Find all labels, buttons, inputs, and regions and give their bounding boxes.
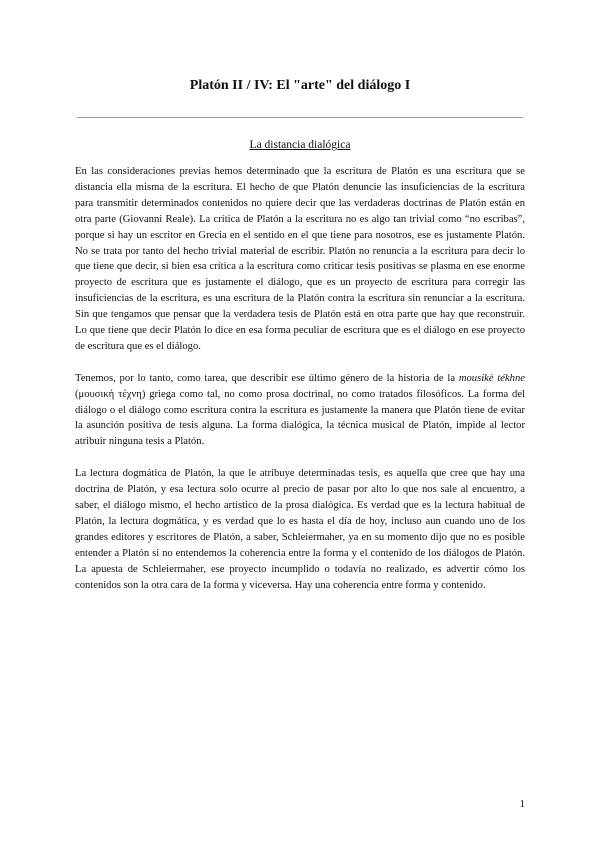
paragraph-2-italic-term: mousikè tékhne — [458, 372, 525, 384]
paragraph-2 — [75, 371, 525, 451]
paragraph-1: En las consideraciones previas hemos determinado que la escritura de Platón es una escritura que se distancia ella misma de la escritura. El hecho de que Platón denuncie las insuficiencias de la escritura para transmitir determinados contenidos no quiere decir que las verdaderas doctrinas de Platón están en otra parte (Giovanni Reale). La crítica de Platón a la escritura no es algo tan trivial como “no escribas”, porque si hay un escritor en Grecia en el sentido en el que tiene para nosotros, ese es justamente Platón. No se trata por tanto del hecho trivial material de escribir. Platón no renuncia a la escritura para decir lo que tiene que decir, si bien esa crítica a la escritura como criticar tesis positivas se plasma en ese enorme proyecto de escritura que es justamente el diálogo, que es un proyecto de escritura para corregir las insuficiencias de la escritura, es una escritura de la Platón contra la escritura sin renunciar a la escritura. Sin que tengamos que pensar que la verdadera tesis de Platón está en otra parte que hay que reconstruir. Lo que tiene que decir Platón lo dice en esa forma peculiar de escritura que es el diálogo en ese proyecto de escritura que es el diálogo. — [75, 166, 525, 352]
paragraph-2-text-start: Tenemos, por lo tanto, como tarea, que describir ese último género de la historia de la — [75, 372, 459, 384]
document-title: Platón II / IV: El "arte" del diálogo I — [189, 78, 411, 93]
title-divider — [77, 117, 523, 118]
paragraph-2-text-end: (μουσική τέχνη) griega como tal, no como prosa doctrinal, no como tratados filosóficos. La forma del diálogo o el diálogo como escritura contra la escritura es justamente la manera que Platón tiene de evitar la asunción positiva de tesis alguna. La forma dialógica, la técnica musical de Platón, impide al lector atribuir ninguna tesis a Platón. — [75, 388, 525, 448]
paragraph-3: La lectura dogmática de Platón, la que le atribuye determinadas tesis, es aquella que cree que hay una doctrina de Platón, y esa lectura solo ocurre al precio de pasar por alto lo que nos sale al encuentro, a saber, el diálogo mismo, el hecho artístico de la prosa dialógica. Es verdad que es la lectura habitual de Platón, la lectura dogmática, y es verdad que lo es hasta el día de hoy, incluso aun cuando uno de los grandes editores y escritores de Platón, a saber, Schleiermaher, ya en su momento dijo que no es posible entender a Platón si no entendemos la coherencia entre la forma y el contenido de los diálogos de Platón. La apuesta de Schleiermaher, ese proyecto incumplido o todavía no realizado, es advertir cómo los contenidos son la otra cara de la forma y viceversa. Hay una coherencia entre forma y contenido. — [75, 468, 525, 591]
page-number: 1 — [519, 798, 525, 810]
section-heading: La distancia dialógica — [249, 139, 351, 151]
document-body — [75, 164, 525, 609]
